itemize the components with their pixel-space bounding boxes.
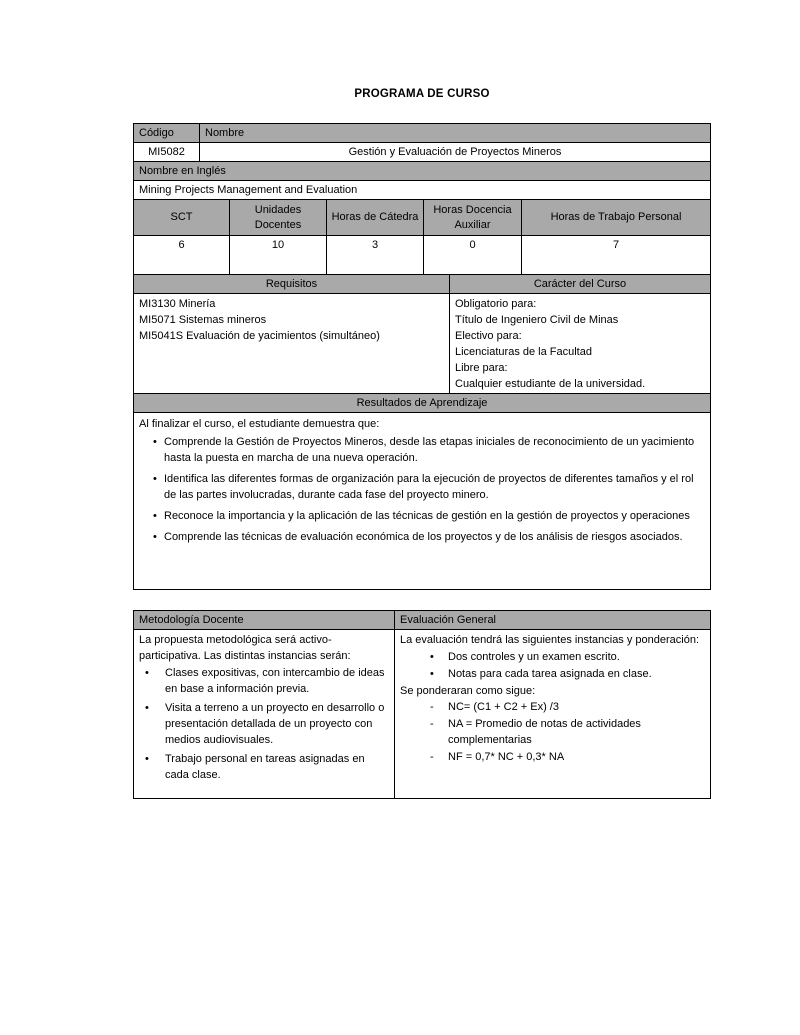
resultados-content-row xyxy=(134,412,710,589)
requisitos-caracter-header-row xyxy=(134,274,710,293)
resultados-intro: Al finalizar el curso, el estudiante demuestra que: xyxy=(139,418,380,430)
sct-value-cell: 6 xyxy=(178,239,185,251)
evaluacion-content-cell xyxy=(394,630,710,798)
sct-header-cell: SCT xyxy=(134,200,229,235)
page-title: PROGRAMA DE CURSO xyxy=(354,88,490,100)
requisitos-caracter-content-row xyxy=(134,293,710,393)
horas-catedra-header-cell: Horas de Cátedra xyxy=(326,200,423,235)
formula-list xyxy=(400,699,705,765)
evaluacion-bullet-list xyxy=(400,649,705,682)
metodologia-header-cell: Metodología Docente xyxy=(134,611,394,629)
caracter-line: Título de Ingeniero Civil de Minas xyxy=(455,314,619,326)
horas-docencia-auxiliar-header-cell: Horas Docencia Auxiliar xyxy=(423,200,521,235)
list-item: • Visita a terreno a un proyecto en desarrollo o presentación detallada de un proyecto con medios audiovisuales. xyxy=(145,700,389,748)
list-item: - NF = 0,7* NC + 0,3* NA xyxy=(430,749,705,765)
requisitos-content-cell xyxy=(134,294,449,393)
hours-value-row xyxy=(134,235,710,274)
nombre-ingles-header-cell: Nombre en Inglés xyxy=(134,162,710,180)
evaluacion-header-cell: Evaluación General xyxy=(394,611,710,629)
requisito-line: MI5041S Evaluación de yacimientos (simultáneo) xyxy=(139,330,380,342)
horas-trabajo-personal-header-cell: Horas de Trabajo Personal xyxy=(521,200,710,235)
list-item: • Trabajo personal en tareas asignadas en cada clase. xyxy=(145,751,389,783)
caracter-line: Cualquier estudiante de la universidad. xyxy=(455,378,646,390)
resultados-bullet-list xyxy=(139,434,705,545)
metodologia-bullet-list xyxy=(139,665,389,783)
course-info-table xyxy=(133,123,711,590)
requisitos-header-cell: Requisitos xyxy=(134,275,449,293)
english-name-header-row xyxy=(134,161,710,180)
nombre-ingles-value-cell: Mining Projects Management and Evaluation xyxy=(139,184,358,196)
list-item: • Comprende las técnicas de evaluación económica de los proyectos y de los análisis de riesgos asociados. xyxy=(153,529,705,545)
hours-header-row xyxy=(134,199,710,235)
list-item: - NC= (C1 + C2 + Ex) /3 xyxy=(430,699,705,715)
list-item: - NA = Promedio de notas de actividades complementarias xyxy=(430,716,705,748)
horas-catedra-value-cell: 3 xyxy=(326,236,423,274)
list-item: • Identifica las diferentes formas de organización para la ejecución de proyectos de diferentes tamaños y el rol de las partes involucradas, durante cada fase del proyecto minero. xyxy=(153,471,705,503)
metodologia-intro: La propuesta metodológica será activo-participativa. Las distintas instancias serán: xyxy=(139,634,351,662)
requisito-line: MI3130 Minería xyxy=(139,298,216,310)
unidades-docentes-header-cell: Unidades Docentes xyxy=(229,200,326,235)
resultados-header-cell: Resultados de Aprendizaje xyxy=(134,394,710,412)
caracter-header-cell: Carácter del Curso xyxy=(449,275,710,293)
caracter-line: Obligatorio para: xyxy=(455,298,537,310)
evaluacion-intro: La evaluación tendrá las siguientes instancias y ponderación: xyxy=(400,634,700,646)
nombre-value-cell: Gestión y Evaluación de Proyectos Mineros xyxy=(199,143,710,161)
metodologia-content-cell xyxy=(134,630,394,798)
caracter-line: Libre para: xyxy=(455,362,508,374)
ponderacion-intro: Se ponderaran como sigue: xyxy=(400,685,536,697)
caracter-line: Electivo para: xyxy=(455,330,522,342)
list-item: • Dos controles y un examen escrito. xyxy=(430,649,705,665)
resultados-header-row xyxy=(134,393,710,412)
method-content-row xyxy=(134,629,710,798)
list-item: • Notas para cada tarea asignada en clase. xyxy=(430,666,705,682)
caracter-line: Licenciaturas de la Facultad xyxy=(455,346,592,358)
resultados-content-cell xyxy=(134,413,710,589)
nombre-header-cell: Nombre xyxy=(199,124,710,142)
list-item: • Clases expositivas, con intercambio de ideas en base a información previa. xyxy=(145,665,389,697)
method-header-row xyxy=(134,611,710,629)
horas-docencia-auxiliar-value-cell: 0 xyxy=(423,236,521,274)
unidades-docentes-value-cell: 10 xyxy=(229,236,326,274)
codigo-header-cell: Código xyxy=(134,124,199,142)
document-content xyxy=(133,86,711,799)
english-name-value-row xyxy=(134,180,710,199)
list-item: • Comprende la Gestión de Proyectos Mineros, desde las etapas iniciales de reconocimiento de un yacimiento hasta la puesta en marcha de una nueva operación. xyxy=(153,434,705,466)
code-name-header-row xyxy=(134,124,710,142)
requisito-line: MI5071 Sistemas mineros xyxy=(139,314,267,326)
caracter-content-cell xyxy=(449,294,710,393)
horas-trabajo-personal-value-cell: 7 xyxy=(521,236,710,274)
list-item: • Reconoce la importancia y la aplicación de las técnicas de gestión en la gestión de proyectos y operaciones xyxy=(153,508,705,524)
code-name-value-row xyxy=(134,142,710,161)
methodology-evaluation-table xyxy=(133,610,711,799)
codigo-value-cell: MI5082 xyxy=(148,146,185,158)
